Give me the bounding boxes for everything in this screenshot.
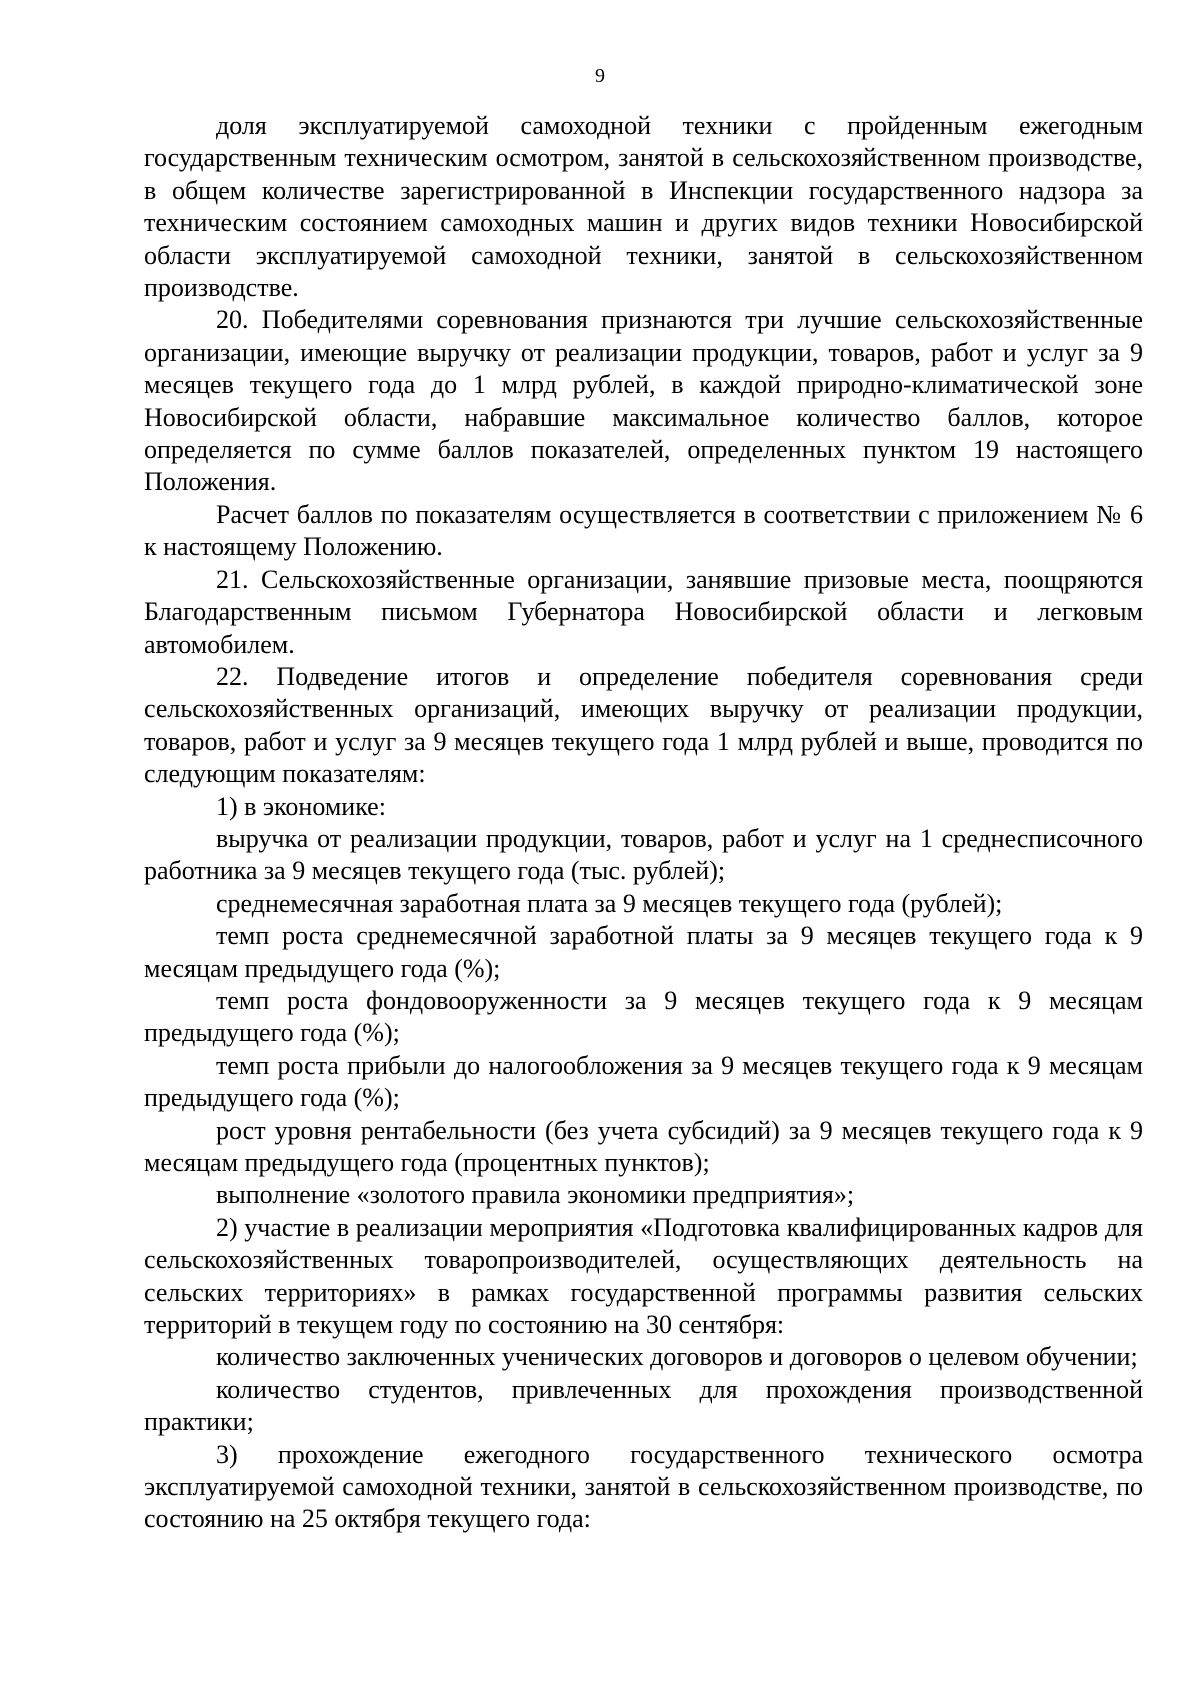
paragraph-item-22: 22. Подведение итогов и определение победителя соревнования среди сельскохозяйственных организаций, имеющих выручку от реализации продукции, товаров, работ и услуг за 9 месяцев текущего года 1 млрд рублей и выше, проводится по следующим показателям: bbox=[144, 661, 1143, 789]
paragraph-training-program: 2) участие в реализации мероприятия «Подготовка квалифицированных кадров для сельскохозяйственных товаропроизводителей, осуществляющих деятельность на сельских территориях» в рамках государственной программы развития сельских территорий в текущем году по состоянию на 30 сентября: bbox=[144, 1212, 1143, 1340]
paragraph-golden-rule: выполнение «золотого правила экономики предприятия»; bbox=[216, 1180, 855, 1210]
paragraph-internship-students: количество студентов, привлеченных для прохождения производственной практики; bbox=[144, 1374, 1143, 1437]
paragraph-technical-inspection: 3) прохождение ежегодного государственного технического осмотра эксплуатируемой самоходной техники, занятой в сельскохозяйственном производстве, по состоянию на 25 октября текущего года: bbox=[144, 1439, 1143, 1534]
document-body bbox=[144, 110, 1143, 1536]
paragraph-salary-growth: темп роста среднемесячной заработной платы за 9 месяцев текущего года к 9 месяцам предыдущего года (%); bbox=[144, 921, 1143, 983]
paragraph-average-salary: среднемесячная заработная плата за 9 месяцев текущего года (рублей); bbox=[216, 888, 1003, 918]
paragraph-self-propelled-share: доля эксплуатируемой самоходной техники с пройденным ежегодным государственным техническим осмотром, занятой в сельскохозяйственном производстве, в общем количестве зарегистрированной в Инспекции государственного надзора за техническим состоянием самоходных машин и других видов техники Новосибирской области эксплуатируемой самоходной техники, занятой в сельскохозяйственном производстве. bbox=[144, 111, 1143, 303]
paragraph-item-21: 21. Сельскохозяйственные организации, занявшие призовые места, поощряются Благодарственным письмом Губернатора Новосибирской области и легковым автомобилем. bbox=[144, 564, 1143, 659]
paragraph-profit-growth: темп роста прибыли до налогообложения за 9 месяцев текущего года к 9 месяцам предыдущего года (%); bbox=[144, 1050, 1143, 1113]
paragraph-item-20: 20. Победителями соревнования признаются три лучшие сельскохозяйственные организации, имеющие выручку от реализации продукции, товаров, работ и услуг за 9 месяцев текущего года до 1 млрд рублей, в каждой природно-климатической зоне Новосибирской области, набравшие максимальное количество баллов, которое определяется по сумме баллов показателей, определенных пунктом 19 настоящего Положения. bbox=[144, 305, 1143, 497]
paragraph-profitability-growth: рост уровня рентабельности (без учета субсидий) за 9 месяцев текущего года к 9 месяцам предыдущего года (процентных пунктов); bbox=[144, 1115, 1143, 1177]
page-number: 9 bbox=[595, 65, 605, 87]
paragraph-capital-ratio-growth: темп роста фондовооруженности за 9 месяцев текущего года к 9 месяцам предыдущего года (%); bbox=[144, 985, 1143, 1048]
paragraph-points-calculation: Расчет баллов по показателям осуществляется в соответствии с приложением № 6 к настоящему Положению. bbox=[144, 499, 1143, 562]
paragraph-revenue-per-worker: выручка от реализации продукции, товаров, работ и услуг на 1 среднесписочного работника за 9 месяцев текущего года (тыс. рублей); bbox=[144, 823, 1143, 886]
paragraph-economy-heading: 1) в экономике: bbox=[216, 791, 386, 821]
paragraph-student-contracts: количество заключенных ученических договоров и договоров о целевом обучении; bbox=[216, 1342, 1138, 1372]
